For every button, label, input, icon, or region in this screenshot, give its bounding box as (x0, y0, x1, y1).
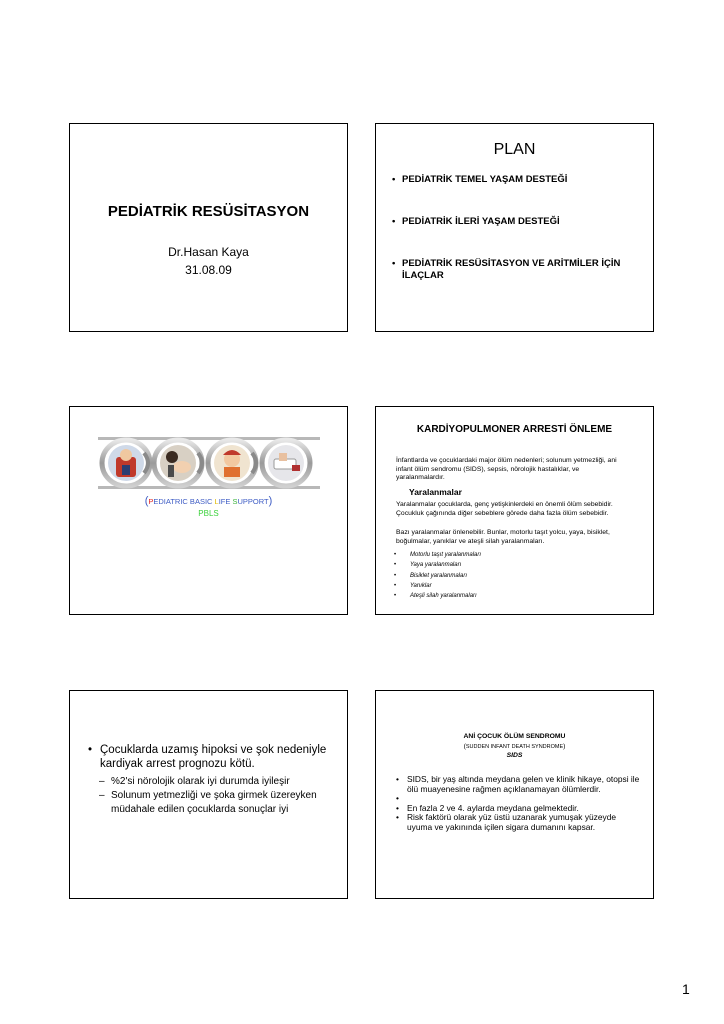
bullet-glyph: • (396, 774, 399, 784)
list-item: • Bisiklet yaralanmaları (390, 571, 481, 581)
list-item: • Ateşli silah yaralanmaları (390, 591, 481, 601)
slide-arrest-prevention (375, 406, 654, 615)
plan-title: PLAN (493, 141, 536, 158)
section-heading: Yaralanmalar (409, 487, 462, 497)
sids-list (394, 775, 642, 832)
bullet-glyph: • (396, 793, 399, 803)
dash-glyph: – (99, 776, 105, 787)
slide-prognosis (69, 690, 348, 899)
plan-item: • PEDİATRİK TEMEL YAŞAM DESTEĞİ (392, 174, 568, 185)
bullet-glyph: • (88, 744, 93, 756)
paren-open: ( (144, 495, 149, 507)
chain-of-survival-image (98, 435, 320, 491)
list-item: • Yanıklar (390, 581, 481, 591)
bullet-glyph: • (396, 812, 399, 822)
injury-list (390, 550, 481, 601)
list-item: • SIDS, bir yaş altında meydana gelen ve klinik hikaye, otopsi ile ölü muayenesine rağmen açıklanamayan ölümlerdir. (396, 774, 640, 794)
bullet-glyph: • (394, 572, 397, 579)
plan-list (392, 174, 642, 282)
presentation-title: PEDİATRİK RESÜSİTASYON (107, 203, 310, 220)
plan-item: • PEDİATRİK RESÜSİTASYON VE ARİTMİLER İÇİN İLAÇLAR (392, 258, 621, 281)
main-bullet: • Çocuklarda uzamış hipoksi ve şok nedeniyle kardiyak arrest prognozu kötü. (88, 744, 327, 770)
list-item: • En fazla 2 ve 4. aylarda meydana gelmektedir. (396, 802, 579, 813)
page-number: 1 (682, 981, 690, 997)
bullet-glyph: • (394, 552, 397, 558)
paragraph: İnfantlarda ve çocuklardaki major ölüm nedenleri; solunum yetmezliği, ani infant ölüm sendromu (SIDS), sepsis, nörolojik hastalıklar, ve yaralanmalardır. (396, 457, 617, 482)
bullet-glyph: • (392, 174, 396, 185)
pals-caption: (PEDIATRIC BASIC LIFE SUPPORT) (144, 495, 273, 507)
sub-bullet: – Solunum yetmezliği ve şoka girmek üzereyken müdahale edilen çocuklarda sonuçlar iyi (99, 790, 317, 815)
bullet-glyph: • (392, 216, 396, 227)
bullet-glyph: • (396, 802, 399, 813)
bullet-glyph: • (394, 562, 397, 569)
sub-bullet: – %2'si nörolojik olarak iyi durumda iyileşir (99, 776, 290, 787)
list-item: • Motorlu taşıt yaralanmaları (390, 550, 481, 560)
author-name: Dr.Hasan Kaya (168, 245, 249, 259)
slide-heading: ANİ ÇOCUK ÖLÜM SENDROMU (463, 733, 566, 740)
bullet-glyph: • (394, 582, 397, 589)
plan-item: • PEDİATRİK İLERİ YAŞAM DESTEĞİ (392, 216, 560, 227)
list-item: • Yaya yaralanmaları (390, 560, 481, 570)
slide-subheading: (SUDDEN INFANT DEATH SYNDROME) (463, 743, 566, 750)
pbls-label: PBLS (198, 509, 219, 518)
slide-pbls (69, 406, 348, 615)
bullet-glyph: • (392, 258, 396, 269)
paragraph: Bazı yaralanmalar önlenebilir. Bunlar, motorlu taşıt yolcu, yaya, bisiklet, boğulmalar, yanıklar ve ateşli silah yaralanmaları. (396, 529, 610, 545)
slide-sids (375, 690, 654, 899)
dash-glyph: – (99, 790, 105, 801)
paragraph: Yaralanmalar çocuklarda, genç yetişkinlerdeki en önemli ölüm sebebidir. Çocukluk çağınında diğer sebeblere görede daha fazla ölüm sebebidir. (396, 501, 613, 517)
slide-title (69, 123, 348, 332)
list-item: • Risk faktörü olarak yüz üstü uzanarak yumuşak yüzeyde uyuma ve yakınında içilen sigara dumanını kapsar. (396, 812, 617, 832)
paren-close: ) (268, 495, 273, 507)
abbreviation: SIDS (506, 752, 523, 759)
presentation-date: 31.08.09 (185, 263, 232, 277)
slide-plan (375, 123, 654, 332)
slide-heading: KARDİYOPULMONER ARRESTİ ÖNLEME (416, 424, 613, 435)
bullet-glyph: • (394, 593, 397, 600)
